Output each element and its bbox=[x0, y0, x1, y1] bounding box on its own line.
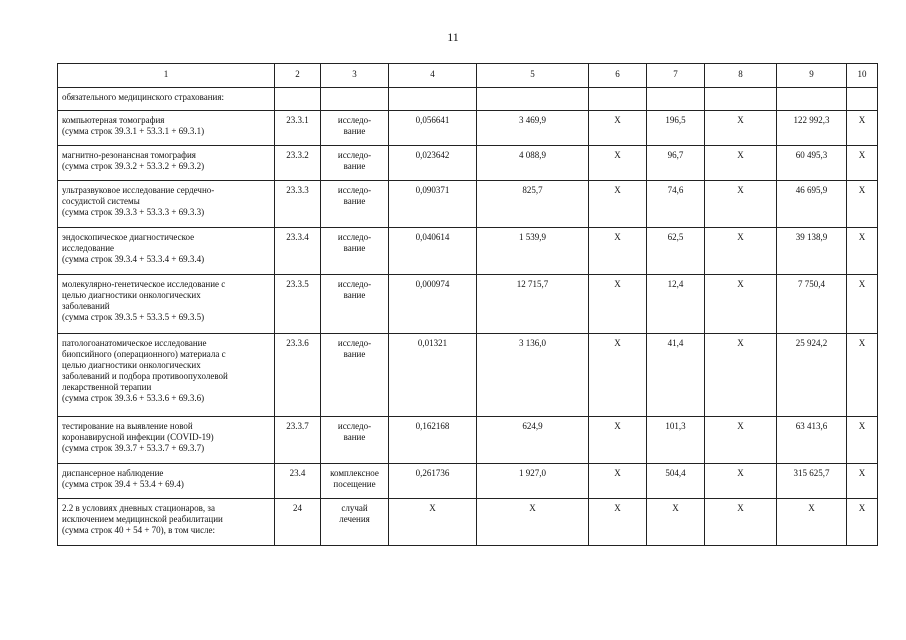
value-cell: 624,9 bbox=[477, 417, 589, 464]
value-cell: X bbox=[589, 334, 647, 417]
value-cell: X bbox=[705, 228, 777, 275]
value-cell: X bbox=[705, 417, 777, 464]
value-cell: 0,056641 bbox=[389, 111, 477, 146]
header-cell: 1 bbox=[58, 64, 275, 88]
table-row bbox=[58, 181, 878, 228]
value-cell: X bbox=[705, 334, 777, 417]
value-cell: X bbox=[589, 417, 647, 464]
value-cell: X bbox=[847, 181, 878, 228]
table-row bbox=[58, 464, 878, 499]
header-cell: 6 bbox=[589, 64, 647, 88]
value-cell: X bbox=[589, 499, 647, 546]
value-cell: X bbox=[589, 228, 647, 275]
table-row bbox=[58, 417, 878, 464]
value-cell: X bbox=[589, 181, 647, 228]
value-cell: 101,3 bbox=[647, 417, 705, 464]
value-cell: 3 136,0 bbox=[477, 334, 589, 417]
value-cell: X bbox=[777, 499, 847, 546]
value-cell: X bbox=[847, 111, 878, 146]
header-cell: 9 bbox=[777, 64, 847, 88]
value-cell: 1 927,0 bbox=[477, 464, 589, 499]
value-cell: 315 625,7 bbox=[777, 464, 847, 499]
unit-cell bbox=[321, 88, 389, 111]
value-cell: 3 469,9 bbox=[477, 111, 589, 146]
value-cell: X bbox=[705, 499, 777, 546]
unit-cell: исследо- вание bbox=[321, 111, 389, 146]
value-cell bbox=[847, 88, 878, 111]
name-cell: тестирование на выявление новой коронавирусной инфекции (COVID-19) (сумма строк 39.3.7 + 53.3.7 + 69.3.7) bbox=[58, 417, 275, 464]
name-cell: эндоскопическое диагностическое исследование (сумма строк 39.3.4 + 53.3.4 + 69.3.4) bbox=[58, 228, 275, 275]
value-cell: X bbox=[647, 499, 705, 546]
code-cell: 23.3.1 bbox=[275, 111, 321, 146]
value-cell: X bbox=[705, 111, 777, 146]
value-cell: X bbox=[705, 181, 777, 228]
code-cell: 23.3.2 bbox=[275, 146, 321, 181]
name-cell: патологоанатомическое исследование биопсийного (операционного) материала с целью диагностики онкологических заболеваний и подбора противоопухолевой лекарственной терапии (сумма строк 39.3.6 + 53.3.6 + 69.3.6) bbox=[58, 334, 275, 417]
value-cell bbox=[705, 88, 777, 111]
unit-cell: исследо- вание bbox=[321, 146, 389, 181]
value-cell: X bbox=[389, 499, 477, 546]
value-cell: 46 695,9 bbox=[777, 181, 847, 228]
unit-cell: комплексное посещение bbox=[321, 464, 389, 499]
value-cell: X bbox=[589, 146, 647, 181]
table-row bbox=[58, 111, 878, 146]
value-cell: 74,6 bbox=[647, 181, 705, 228]
value-cell: 504,4 bbox=[647, 464, 705, 499]
name-cell: молекулярно-генетическое исследование с целью диагностики онкологических заболеваний (сумма строк 39.3.5 + 53.3.5 + 69.3.5) bbox=[58, 275, 275, 334]
value-cell: X bbox=[847, 499, 878, 546]
unit-cell: исследо- вание bbox=[321, 181, 389, 228]
value-cell: 12,4 bbox=[647, 275, 705, 334]
value-cell: X bbox=[589, 111, 647, 146]
value-cell: 4 088,9 bbox=[477, 146, 589, 181]
header-cell: 8 bbox=[705, 64, 777, 88]
table-row bbox=[58, 275, 878, 334]
value-cell: 825,7 bbox=[477, 181, 589, 228]
header-cell: 2 bbox=[275, 64, 321, 88]
name-cell: компьютерная томография (сумма строк 39.3.1 + 53.3.1 + 69.3.1) bbox=[58, 111, 275, 146]
name-cell: обязательного медицинского страхования: bbox=[58, 88, 275, 111]
value-cell: 0,000974 bbox=[389, 275, 477, 334]
value-cell bbox=[589, 88, 647, 111]
value-cell: 0,162168 bbox=[389, 417, 477, 464]
value-cell: 62,5 bbox=[647, 228, 705, 275]
table-row bbox=[58, 499, 878, 546]
name-cell: диспансерное наблюдение (сумма строк 39.4 + 53.4 + 69.4) bbox=[58, 464, 275, 499]
value-cell: X bbox=[589, 275, 647, 334]
value-cell: 0,023642 bbox=[389, 146, 477, 181]
value-cell: X bbox=[847, 275, 878, 334]
value-cell: X bbox=[705, 146, 777, 181]
code-cell: 24 bbox=[275, 499, 321, 546]
value-cell: 7 750,4 bbox=[777, 275, 847, 334]
header-cell: 3 bbox=[321, 64, 389, 88]
value-cell: X bbox=[705, 464, 777, 499]
value-cell: X bbox=[847, 146, 878, 181]
unit-cell: исследо- вание bbox=[321, 334, 389, 417]
table-row bbox=[58, 146, 878, 181]
value-cell: 39 138,9 bbox=[777, 228, 847, 275]
value-cell: 12 715,7 bbox=[477, 275, 589, 334]
value-cell: X bbox=[847, 417, 878, 464]
header-cell: 10 bbox=[847, 64, 878, 88]
code-cell bbox=[275, 88, 321, 111]
value-cell: X bbox=[847, 228, 878, 275]
code-cell: 23.3.5 bbox=[275, 275, 321, 334]
code-cell: 23.3.4 bbox=[275, 228, 321, 275]
value-cell: 1 539,9 bbox=[477, 228, 589, 275]
code-cell: 23.3.3 bbox=[275, 181, 321, 228]
unit-cell: исследо- вание bbox=[321, 417, 389, 464]
value-cell: 0,090371 bbox=[389, 181, 477, 228]
code-cell: 23.3.7 bbox=[275, 417, 321, 464]
header-cell: 5 bbox=[477, 64, 589, 88]
value-cell: X bbox=[847, 334, 878, 417]
value-cell: 63 413,6 bbox=[777, 417, 847, 464]
unit-cell: исследо- вание bbox=[321, 228, 389, 275]
header-row bbox=[58, 64, 878, 88]
value-cell: X bbox=[589, 464, 647, 499]
table-row bbox=[58, 228, 878, 275]
unit-cell: случай лечения bbox=[321, 499, 389, 546]
value-cell bbox=[389, 88, 477, 111]
data-table bbox=[57, 63, 878, 546]
value-cell: X bbox=[705, 275, 777, 334]
code-cell: 23.4 bbox=[275, 464, 321, 499]
value-cell: 41,4 bbox=[647, 334, 705, 417]
value-cell: 0,01321 bbox=[389, 334, 477, 417]
page-number: 11 bbox=[447, 30, 459, 44]
name-cell: ультразвуковое исследование сердечно- сосудистой системы (сумма строк 39.3.3 + 53.3.3 + 69.3.3) bbox=[58, 181, 275, 228]
value-cell: 0,040614 bbox=[389, 228, 477, 275]
value-cell: 196,5 bbox=[647, 111, 705, 146]
value-cell: X bbox=[477, 499, 589, 546]
name-cell: магнитно-резонансная томография (сумма строк 39.3.2 + 53.3.2 + 69.3.2) bbox=[58, 146, 275, 181]
value-cell bbox=[477, 88, 589, 111]
name-cell: 2.2 в условиях дневных стационаров, за исключением медицинской реабилитации (сумма строк 40 + 54 + 70), в том числе: bbox=[58, 499, 275, 546]
value-cell bbox=[647, 88, 705, 111]
value-cell: 122 992,3 bbox=[777, 111, 847, 146]
unit-cell: исследо- вание bbox=[321, 275, 389, 334]
value-cell: 60 495,3 bbox=[777, 146, 847, 181]
value-cell bbox=[777, 88, 847, 111]
value-cell: 96,7 bbox=[647, 146, 705, 181]
code-cell: 23.3.6 bbox=[275, 334, 321, 417]
table-row bbox=[58, 88, 878, 111]
value-cell: 0,261736 bbox=[389, 464, 477, 499]
header-cell: 7 bbox=[647, 64, 705, 88]
table-row bbox=[58, 334, 878, 417]
header-cell: 4 bbox=[389, 64, 477, 88]
value-cell: 25 924,2 bbox=[777, 334, 847, 417]
value-cell: X bbox=[847, 464, 878, 499]
